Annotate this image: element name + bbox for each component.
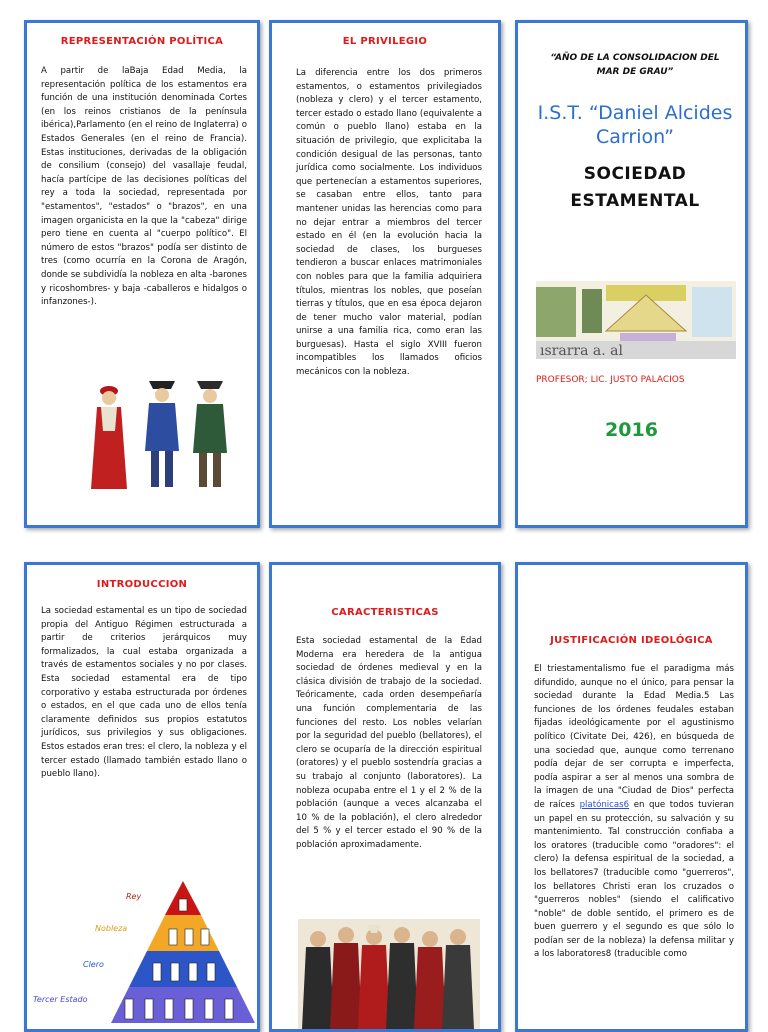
professor-text: PROFESOR; LIC. JUSTO PALACIOS — [536, 375, 685, 385]
panel-justificacion-ideologica — [515, 562, 748, 1032]
clergy-group-illustration — [298, 919, 480, 1029]
panel-el-privilegio — [269, 20, 501, 528]
pyramid-label-tercer-estado: Tercer Estado — [33, 995, 88, 1004]
panel-title: EL PRIVILEGIO — [342, 36, 428, 47]
platonicas-link[interactable]: platónicas6 — [579, 799, 630, 810]
panel-body-text: A partir de laBaja Edad Media, la representación política de los estamentos era función de una institución denominada Cortes (en los reinos cristianos de la península ibérica),Parlamento (en el reino de Inglaterra) o Estados Generales (en el reino de Francia). Estas instituciones, derivadas de la obligación de consilium (consejo) del vasallaje feudal, hacía partícipe de las decisiones políticas del rey a toda la sociedad, representada por "estamentos", "estados" o "brazos", en una imagen organicista en la que la "cabeza" dirige pero tiene en cuenta al "cuerpo político". El número de estos "brazos" podía ser distinto de tres (como ocurría en la Corona de Aragón, donde se subdividía la nobleza en alta -barones y ricoshombres- y baja -caballeros e hidalgos o infanzones-). — [41, 66, 247, 308]
motto-text: “AÑO DE LA CONSOLIDACION DEL MAR DE GRAU” — [550, 53, 720, 77]
body-text-part2: en que todos tuvieran un papel en su protección, su salvación y su mantenimiento. Tal construcción confiaba a los oratores (traducible como "oradores": el clero) la defensa espiritual de la sociedad, a los bellatores7 (traducible como "guerreros", los bellatores Christi eran los cruzados o "guerreros nobles" (siendo el calificativo "noble" de doble sentido, el primero es de buen guerrero y el segundo es que sólo lo podían ser de la nobleza) la defensa militar y a los laboratores8 (traducible como — [534, 799, 734, 960]
pyramid-label-rey: Rey — [126, 892, 142, 901]
estates-pyramid — [109, 875, 257, 1025]
panel-title: REPRESENTACIÓN POLÍTICA — [60, 36, 224, 47]
svg-text:ısrarra a. al: ısrarra a. al — [540, 343, 623, 359]
panel-body-text: Esta sociedad estamental de la Edad Moderna era heredera de la antigua sociedad de órdenes medieval y en la clásica división de trabajo de la sociedad. Teóricamente, cada orden desempeñaría una función complementaria de las funciones del resto. Los nobles velarían por la seguridad del pueblo (bellatores), el clero se ocuparía de la dirección espiritual (oratores) y el pueblo sostendría gracias a su trabajo al conjunto (laboratores). La nobleza ocupaba entre el 1 y el 2 % de la población (aunque a veces alcanzaba el 10 % de la población), el clero alrededor del 5 % y el tercer estado el 90 % de la población aproximadamente. — [296, 636, 482, 850]
panel-body-text — [534, 663, 734, 962]
body-text-part1: El triestamentalismo fue el paradigma más difundido, aunque no el único, para pensar la sociedad durante la Edad Media.5 Las funciones de los órdenes feudales estaban fijadas ideológicamente por el agustinismo político (Civitate Dei, 426), en búsqueda de una sociedad que, aunque como terrenano podía dejar de ser corrupta e imperfecta, podía aspirar a ser al menos una sombra de la imagen de una "Ciudad de Dios" perfecta de raíces — [534, 664, 734, 810]
panel-representacion-politica — [24, 20, 260, 528]
pyramid-label-clero: Clero — [83, 960, 104, 969]
institute-name: I.S.T. “Daniel Alcides Carrion” — [537, 102, 733, 148]
panel-body-text: La diferencia entre los dos primeros estamentos, o estamentos privilegiados (nobleza y clero) y el tercer estamento, tercer estado o estado llano (equivalente a común o pueblo llano) estaba en la situación de privilegio, que explicitaba la condición desigual de las personas, tanto jurídica como socialmente. Los individuos que pertenecían a estamentos superiores, se casaban entre ellos, tanto para mantener unidas las herencias como para no dejar entrar a miembros del tercer estado en él (en la evolución hacia la sociedad de clases, los burgueses tendieron a buscar enlaces matrimoniales con nobles para que la familia adquiriera títulos, mientras los nobles, que poseían tierras y títulos, que en esa época dejaron de tener mucho valor material, podían unirse a una familia rica, como eran las burguesas). Hasta el siglo XVIII fueron incompatibles los llamados oficios mecánicos con la nobleza. — [296, 68, 482, 378]
main-title-line2: ESTAMENTAL — [570, 191, 700, 211]
main-title — [528, 161, 742, 215]
year-text: 2016 — [605, 419, 658, 441]
panel-caracteristicas — [269, 562, 501, 1032]
panel-body-text: La sociedad estamental es un tipo de sociedad propia del Antiguo Régimen estructurada a partir de criterios jerárquicos muy formalizados, la cual estaba organizada a través de estamentos sociales y no por clases. Esta sociedad estamental era de tipo corporativo y estaba estructurada por órdenes o estados, en el que cada uno de ellos tenía claramente definidos sus propios estatutos jurídicos, sus privilegios y sus obligaciones. Estos estados eran tres: el clero, la nobleza y el tercer estado (llamado también estado llano o pueblo llano). — [41, 606, 247, 780]
panel-title: JUSTIFICACIÓN IDEOLÓGICA — [550, 635, 713, 646]
estates-figures-illustration — [79, 371, 249, 493]
panel-title: INTRODUCCION — [96, 579, 188, 590]
panel-cover — [515, 20, 748, 528]
feudal-society-diagram-image — [536, 281, 736, 359]
panel-title: CARACTERISTICAS — [331, 607, 439, 618]
pyramid-label-nobleza: Nobleza — [95, 924, 128, 933]
panel-introduccion — [24, 562, 260, 1032]
main-title-line1: SOCIEDAD — [583, 164, 687, 184]
